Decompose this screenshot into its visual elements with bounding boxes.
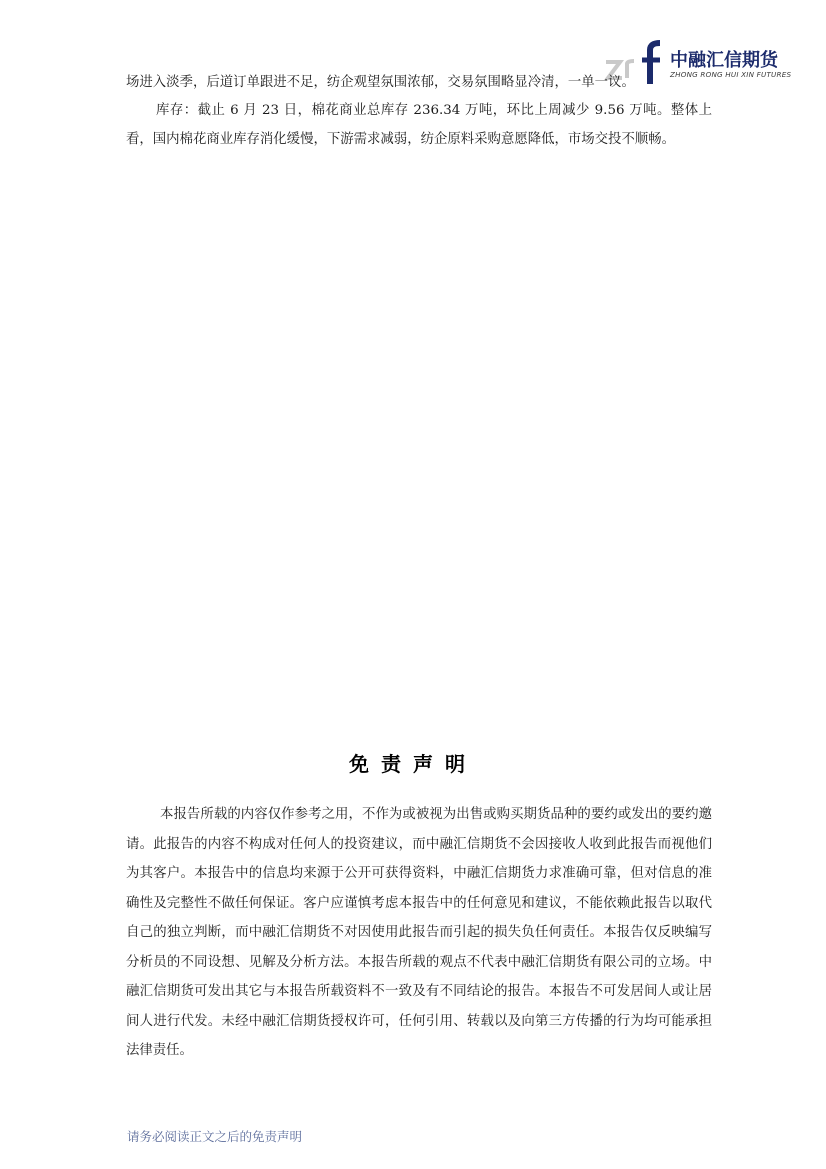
disclaimer-title: 免责声明 — [349, 752, 477, 776]
logo-name-cn: 中融汇信期货 — [670, 50, 778, 71]
footer-note: 请务必阅读正文之后的免责声明 — [127, 1129, 303, 1144]
body-paragraph-1: 场进入淡季，后道订单跟进不足，纺企观望氛围浓郁，交易氛围略显冷清，一单一议。 — [126, 75, 635, 90]
logo-name-en: ZHONG RONG HUI XIN FUTURES — [670, 70, 792, 79]
disclaimer-text: 本报告所载的内容仅作参考之用，不作为或被视为出售或购买期货品种的要约或发出的要约邀请。此报告的内容不构成对任何人的投资建议，而中融汇信期货不会因接收人收到此报告而视他们为其客户。本报告中的信息均来源于公开可获得资料，中融汇信期货力求准确可靠，但对信息的准确性及完整性不做任何保证。客户应谨慎考虑本报告中的任何意见和建议，不能依赖此报告以取代自己的独立判断，而中融汇信期货不对因使用此报告而引起的损失负任何责任。本报告仅反映编写分析员的不同设想、见解及分析方法。本报告所载的观点不代表中融汇信期货有限公司的立场。中融汇信期货可发出其它与本报告所载资料不一致及有不同结论的报告。本报告不可发居间人或让居间人进行代发。未经中融汇信期货授权许可，任何引用、转载以及向第三方传播的行为均可能承担法律责任。 — [126, 807, 712, 1058]
body-paragraph-2: 库存：截止 6 月 23 日，棉花商业总库存 236.34 万吨，环比上周减少 9.56 万吨。整体上看，国内棉花商业库存消化缓慢，下游需求减弱，纺企原料采购意愿降低，市场交投不顺畅。 — [126, 103, 712, 147]
